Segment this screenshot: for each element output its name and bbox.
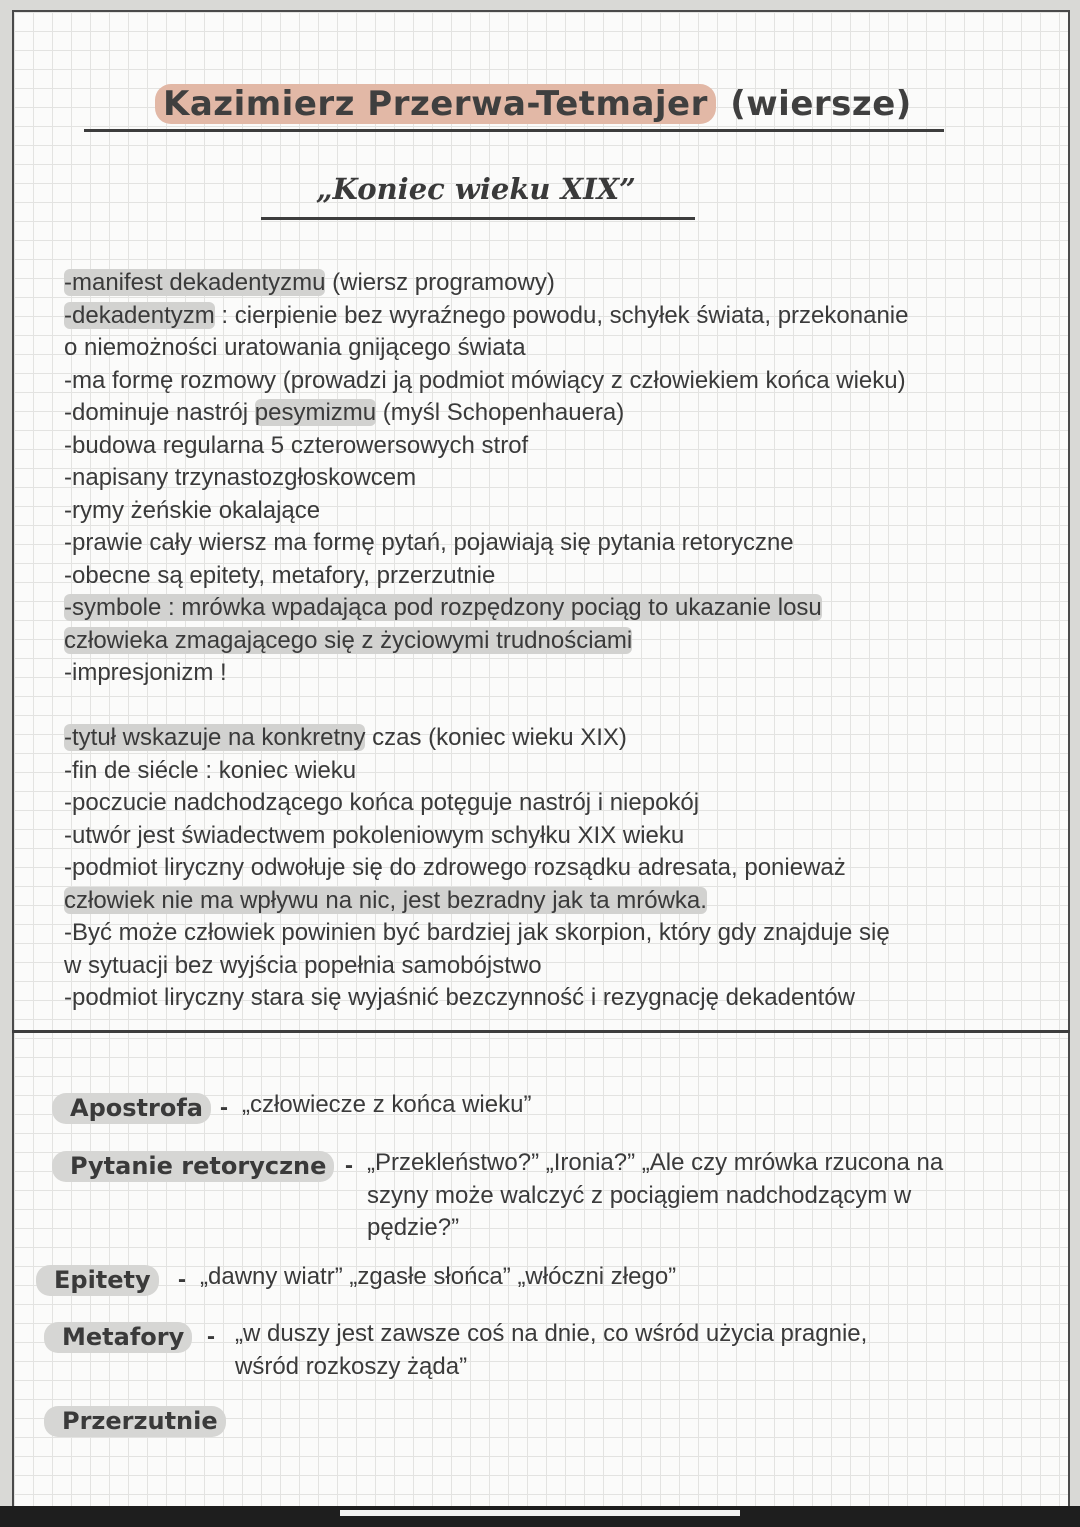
epitety-example: „dawny wiatr” „zgasłe słońca” „włóczni złego”: [200, 1263, 677, 1290]
note-line: -napisany trzynastozgłoskowcem: [64, 464, 417, 491]
note-line: -Być może człowiek powinien być bardziej jak skorpion, który gdy znajduje się: [64, 919, 890, 946]
note-line: -podmiot liryczny stara się wyjaśnić bezczynność i rezygnację dekadentów: [64, 984, 856, 1011]
notes-block-2: [64, 722, 1049, 1015]
apostrofa-example: „człowiecze z końca wieku”: [242, 1091, 532, 1118]
note-line: -poczucie nadchodzącego końca potęguje nastrój i niepokój: [64, 789, 700, 816]
note-line: -impresjonizm !: [64, 659, 227, 686]
term-dash: -: [178, 1266, 186, 1293]
term-dash: -: [207, 1323, 215, 1350]
notes-block-1: [64, 267, 1049, 690]
term-pytanie-retoryczne: Pytanie retoryczne: [52, 1151, 334, 1182]
page-title: [155, 84, 912, 124]
note-line: -dominuje nastrój pesymizmu (myśl Schopenhauera): [64, 399, 625, 426]
title-suffix: (wiersze): [730, 84, 912, 124]
term-przerzutnie: Przerzutnie: [44, 1406, 226, 1437]
note-line: -fin de siécle : koniec wieku: [64, 756, 357, 784]
poem-title: „Koniec wieku XIX”: [316, 172, 636, 206]
note-line: -podmiot liryczny odwołuje się do zdrowego rozsądku adresata, ponieważ: [64, 854, 846, 881]
title-underline: [84, 129, 944, 132]
note-line: -ma formę rozmowy (prowadzi ją podmiot mówiący z człowiekiem końca wieku): [64, 366, 906, 394]
note-line: człowiek nie ma wpływu na nic, jest bezradny jak ta mrówka.: [64, 886, 707, 914]
poem-title-underline: [261, 217, 695, 220]
term-epitety: Epitety: [36, 1265, 159, 1296]
note-line: -utwór jest świadectwem pokoleniowym schyłku XIX wieku: [64, 821, 685, 849]
title-author-highlight: Kazimierz Przerwa-Tetmajer: [155, 84, 716, 124]
section-divider: [12, 1030, 1070, 1033]
note-line: o niemożności uratowania gnijącego świata: [64, 334, 526, 361]
note-line: -budowa regularna 5 czterowersowych strof: [64, 431, 529, 459]
note-line: -obecne są epitety, metafory, przerzutnie: [64, 561, 496, 589]
page-bottom-edge: [0, 1506, 1080, 1527]
note-line: -rymy żeńskie okalające: [64, 496, 321, 524]
note-line: -prawie cały wiersz ma formę pytań, pojawiają się pytania retoryczne: [64, 529, 794, 556]
term-dash: -: [345, 1152, 353, 1179]
term-metafory: Metafory: [44, 1322, 192, 1353]
note-line: w sytuacji bez wyjścia popełnia samobójstwo: [64, 951, 542, 979]
paper-strip: [340, 1510, 740, 1516]
note-line: -manifest dekadentyzmu (wiersz programowy): [64, 269, 555, 296]
term-apostrofa: Apostrofa: [52, 1093, 211, 1124]
note-line: człowieka zmagającego się z życiowymi trudnościami: [64, 626, 633, 654]
metafory-example: „w duszy jest zawsze coś na dnie, co wśród użycia pragnie, wśród rozkoszy żąda”: [235, 1320, 868, 1380]
note-line: -tytuł wskazuje na konkretny czas (koniec wieku XIX): [64, 724, 627, 751]
note-line: -dekadentyzm : cierpienie bez wyraźnego powodu, schyłek świata, przekonanie: [64, 301, 909, 329]
term-dash: -: [220, 1094, 228, 1121]
note-line: -symbole : mrówka wpadająca pod rozpędzony pociąg to ukazanie losu: [64, 594, 822, 621]
pytanie-example: „Przekleństwo?” „Ironia?” „Ale czy mrówka rzucona na szyny może walczyć z pociągiem nadchodzącym w pędzie?”: [367, 1149, 944, 1241]
